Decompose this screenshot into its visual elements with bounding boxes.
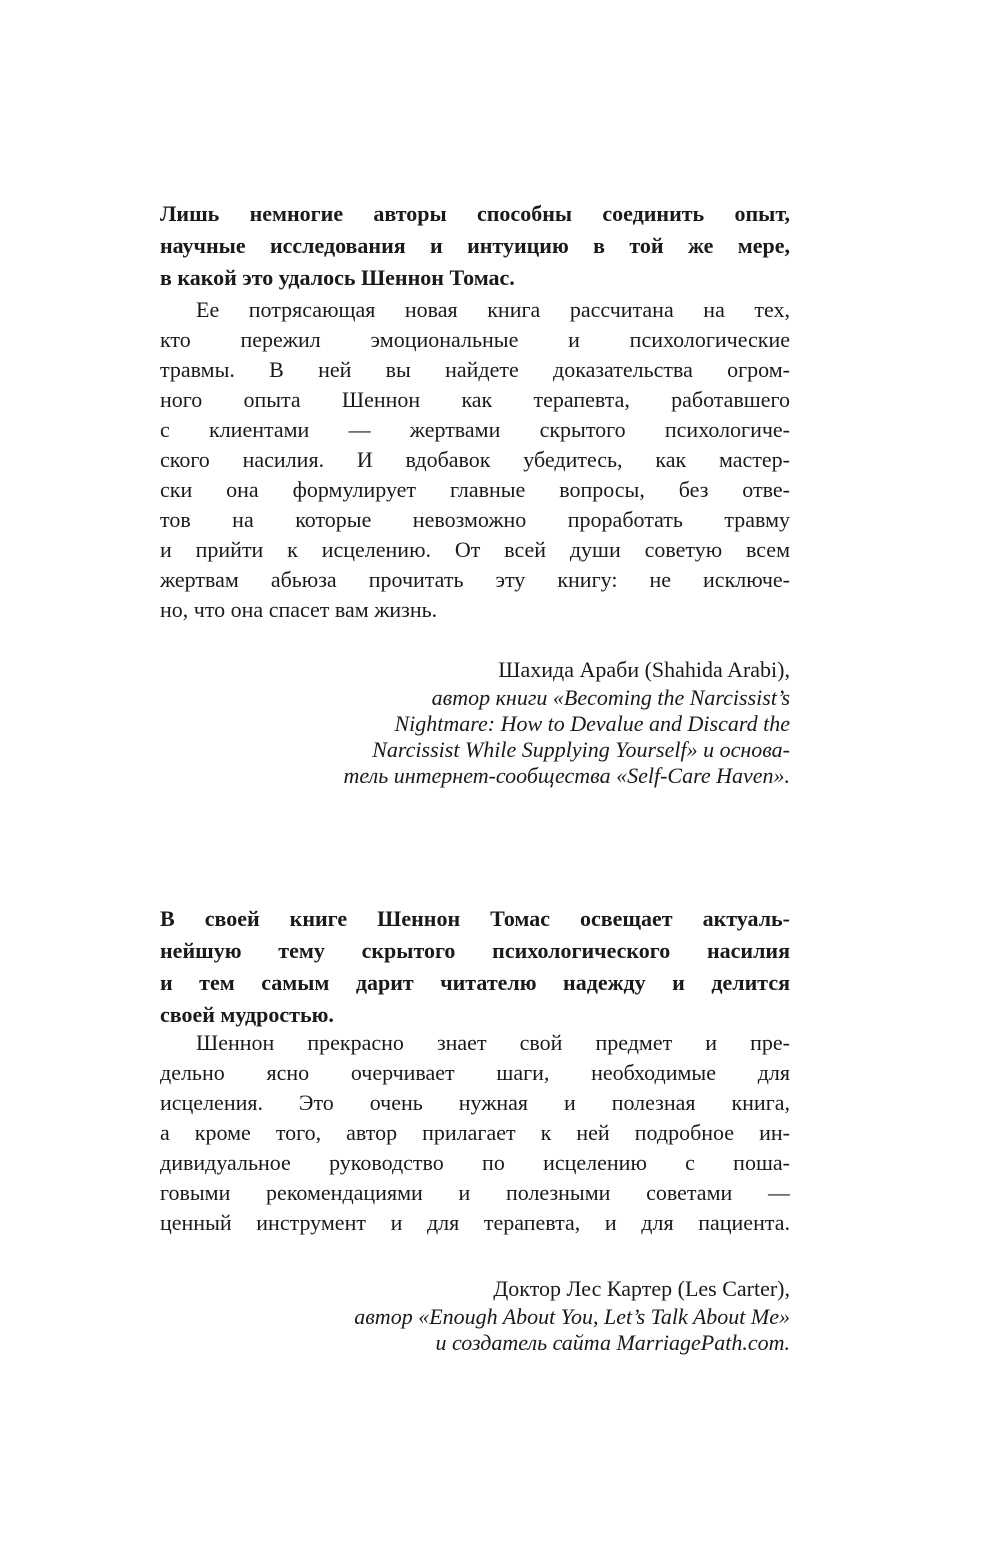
review-2-credit-line: автор «Enough About You, Let’s Talk About Me» <box>354 1304 790 1329</box>
review-2-body-line: говыми рекомендациями и полезными советами — <box>160 1180 790 1205</box>
review-2-lead-line: нейшую тему скрытого психологического насилия <box>160 938 790 963</box>
review-2-credit-line: и создатель сайта MarriagePath.com. <box>435 1330 790 1355</box>
review-1-body-line: ского насилия. И вдобавок убедитесь, как мастер- <box>160 447 790 472</box>
review-2-body-line: дельно ясно очерчивает шаги, необходимые для <box>160 1060 790 1085</box>
review-1-lead-line: Лишь немногие авторы способны соединить опыт, <box>160 201 790 226</box>
review-1-body-line: тов на которые невозможно проработать травму <box>160 507 790 532</box>
review-1-body-line: но, что она спасет вам жизнь. <box>160 597 438 622</box>
review-2-body-line: исцеления. Это очень нужная и полезная книга, <box>160 1090 790 1115</box>
review-1-body-line: ски она формулирует главные вопросы, без отве- <box>160 477 790 502</box>
review-1-credit-line: тель интернет-сообщества «Self-Care Haven». <box>343 763 790 788</box>
review-2-lead-line: и тем самым дарит читателю надежду и делится <box>160 970 790 995</box>
review-2-body-line: дивидуальное руководство по исцелению с поша- <box>160 1150 790 1175</box>
review-1-body-line: Ее потрясающая новая книга рассчитана на тех, <box>196 297 790 322</box>
review-1-body-line: ного опыта Шеннон как терапевта, работавшего <box>160 387 790 412</box>
review-1-credit-line: автор книги «Becoming the Narcissist’s <box>431 685 790 710</box>
review-2-body-line: ценный инструмент и для терапевта, и для пациента. <box>160 1210 790 1235</box>
review-1-body-line: травмы. В ней вы найдете доказательства огром- <box>160 357 790 382</box>
review-1-author: Шахида Араби (Shahida Arabi), <box>498 657 790 682</box>
review-1-credit-line: Narcissist While Supplying Yourself» и основа- <box>372 737 790 762</box>
review-1-credit-line: Nightmare: How to Devalue and Discard the <box>394 711 790 736</box>
review-1-body-line: и прийти к исцелению. От всей души советую всем <box>160 537 790 562</box>
review-1-body-line: жертвам абьюза прочитать эту книгу: не исключе- <box>160 567 790 592</box>
review-2-author: Доктор Лес Картер (Les Carter), <box>493 1276 790 1301</box>
review-1-lead-line: в какой это удалось Шеннон Томас. <box>160 265 515 290</box>
review-2-lead-line: В своей книге Шеннон Томас освещает актуаль- <box>160 906 790 931</box>
review-1-lead-line: научные исследования и интуицию в той же мере, <box>160 233 790 258</box>
review-1-body-line: кто пережил эмоциональные и психологические <box>160 327 790 352</box>
review-2-body-line: Шеннон прекрасно знает свой предмет и пре- <box>196 1030 790 1055</box>
review-2-lead-line: своей мудростью. <box>160 1002 334 1027</box>
review-2-body-line: а кроме того, автор прилагает к ней подробное ин- <box>160 1120 790 1145</box>
review-1-body-line: с клиентами — жертвами скрытого психологиче- <box>160 417 790 442</box>
